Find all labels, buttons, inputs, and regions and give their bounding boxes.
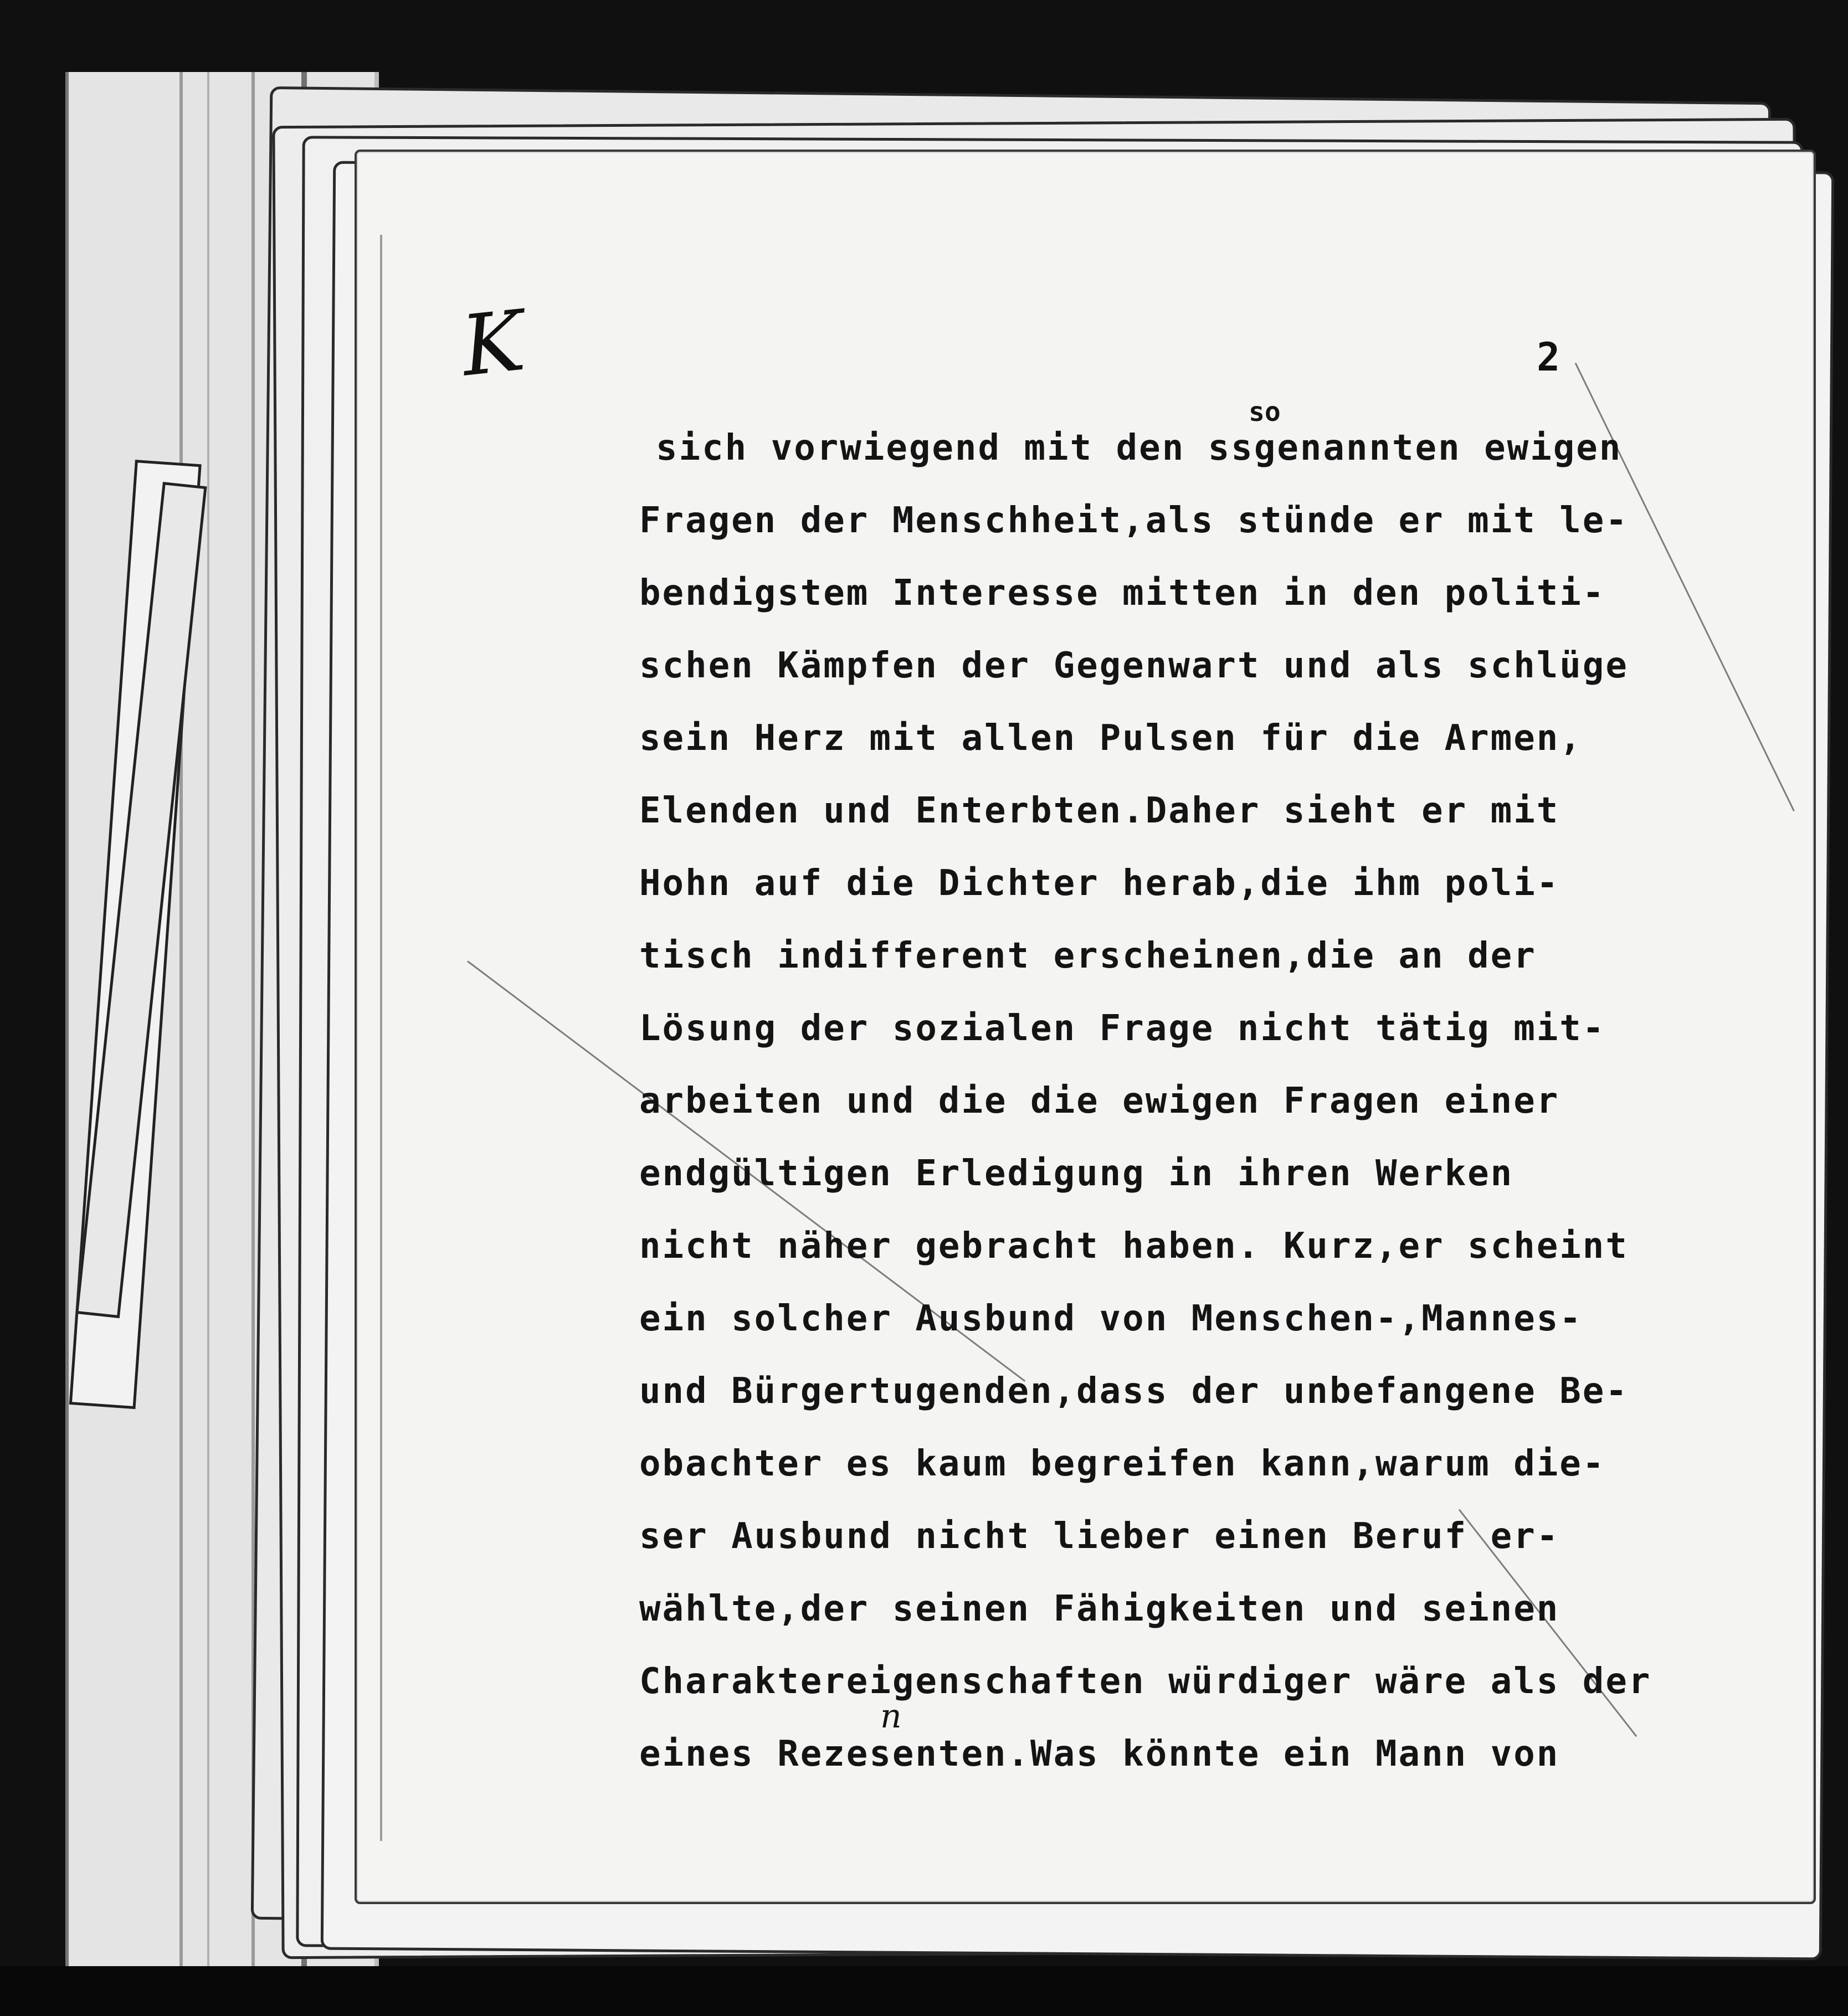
- text-line: ser Ausbund nicht lieber einen Beruf er-: [639, 1516, 1560, 1557]
- text-line: wählte,der seinen Fähigkeiten und seinen: [639, 1588, 1560, 1629]
- handwritten-mark: K: [457, 292, 529, 395]
- text-line: Elenden und Enterbten.Daher sieht er mit: [639, 790, 1560, 831]
- text-line: Lösung der sozialen Frage nicht tätig mit-: [639, 1008, 1606, 1049]
- text-line: und Bürgertugenden,dass der unbefangene Be-: [639, 1371, 1629, 1412]
- text-line: bendigstem Interesse mitten in den politi-: [639, 573, 1606, 614]
- typewritten-page: [355, 150, 1816, 1904]
- text-line: ein solcher Ausbund von Menschen-,Mannes-: [639, 1298, 1583, 1339]
- typed-body-text: [639, 412, 1791, 1791]
- text-line: nicht näher gebracht haben. Kurz,er scheint: [639, 1226, 1629, 1267]
- interlinear-correction-so: so: [1249, 397, 1281, 428]
- text-line: eines Rezesenten.Was könnte ein Mann von: [639, 1734, 1560, 1775]
- scan-bottom-edge: [0, 1966, 1848, 2016]
- text-line: endgültigen Erledigung in ihren Werken: [639, 1153, 1514, 1194]
- page-edge-line: [380, 235, 382, 1841]
- text-line: schen Kämpfen der Gegenwart und als schlüge: [639, 645, 1629, 686]
- interlinear-correction-n: n: [880, 1697, 902, 1736]
- folder-fold-line: [207, 72, 209, 1972]
- text-line: tisch indifferent erscheinen,die an der: [639, 935, 1537, 976]
- text-line: Fragen der Menschheit,als stünde er mit le-: [639, 500, 1629, 541]
- text-line: sein Herz mit allen Pulsen für die Armen,: [639, 718, 1583, 759]
- page-number: 2: [1537, 335, 1560, 380]
- text-line: arbeiten und die die ewigen Fragen einer: [639, 1081, 1560, 1122]
- text-line: Hohn auf die Dichter herab,die ihm poli-: [639, 863, 1560, 904]
- text-line: sich vorwiegend mit den ssgenannten ewigen: [656, 428, 1623, 469]
- text-line: obachter es kaum begreifen kann,warum die-: [639, 1443, 1606, 1484]
- text-line: Charaktereigenschaften würdiger wäre als der: [639, 1661, 1652, 1702]
- folder-fold-line: [179, 72, 183, 1972]
